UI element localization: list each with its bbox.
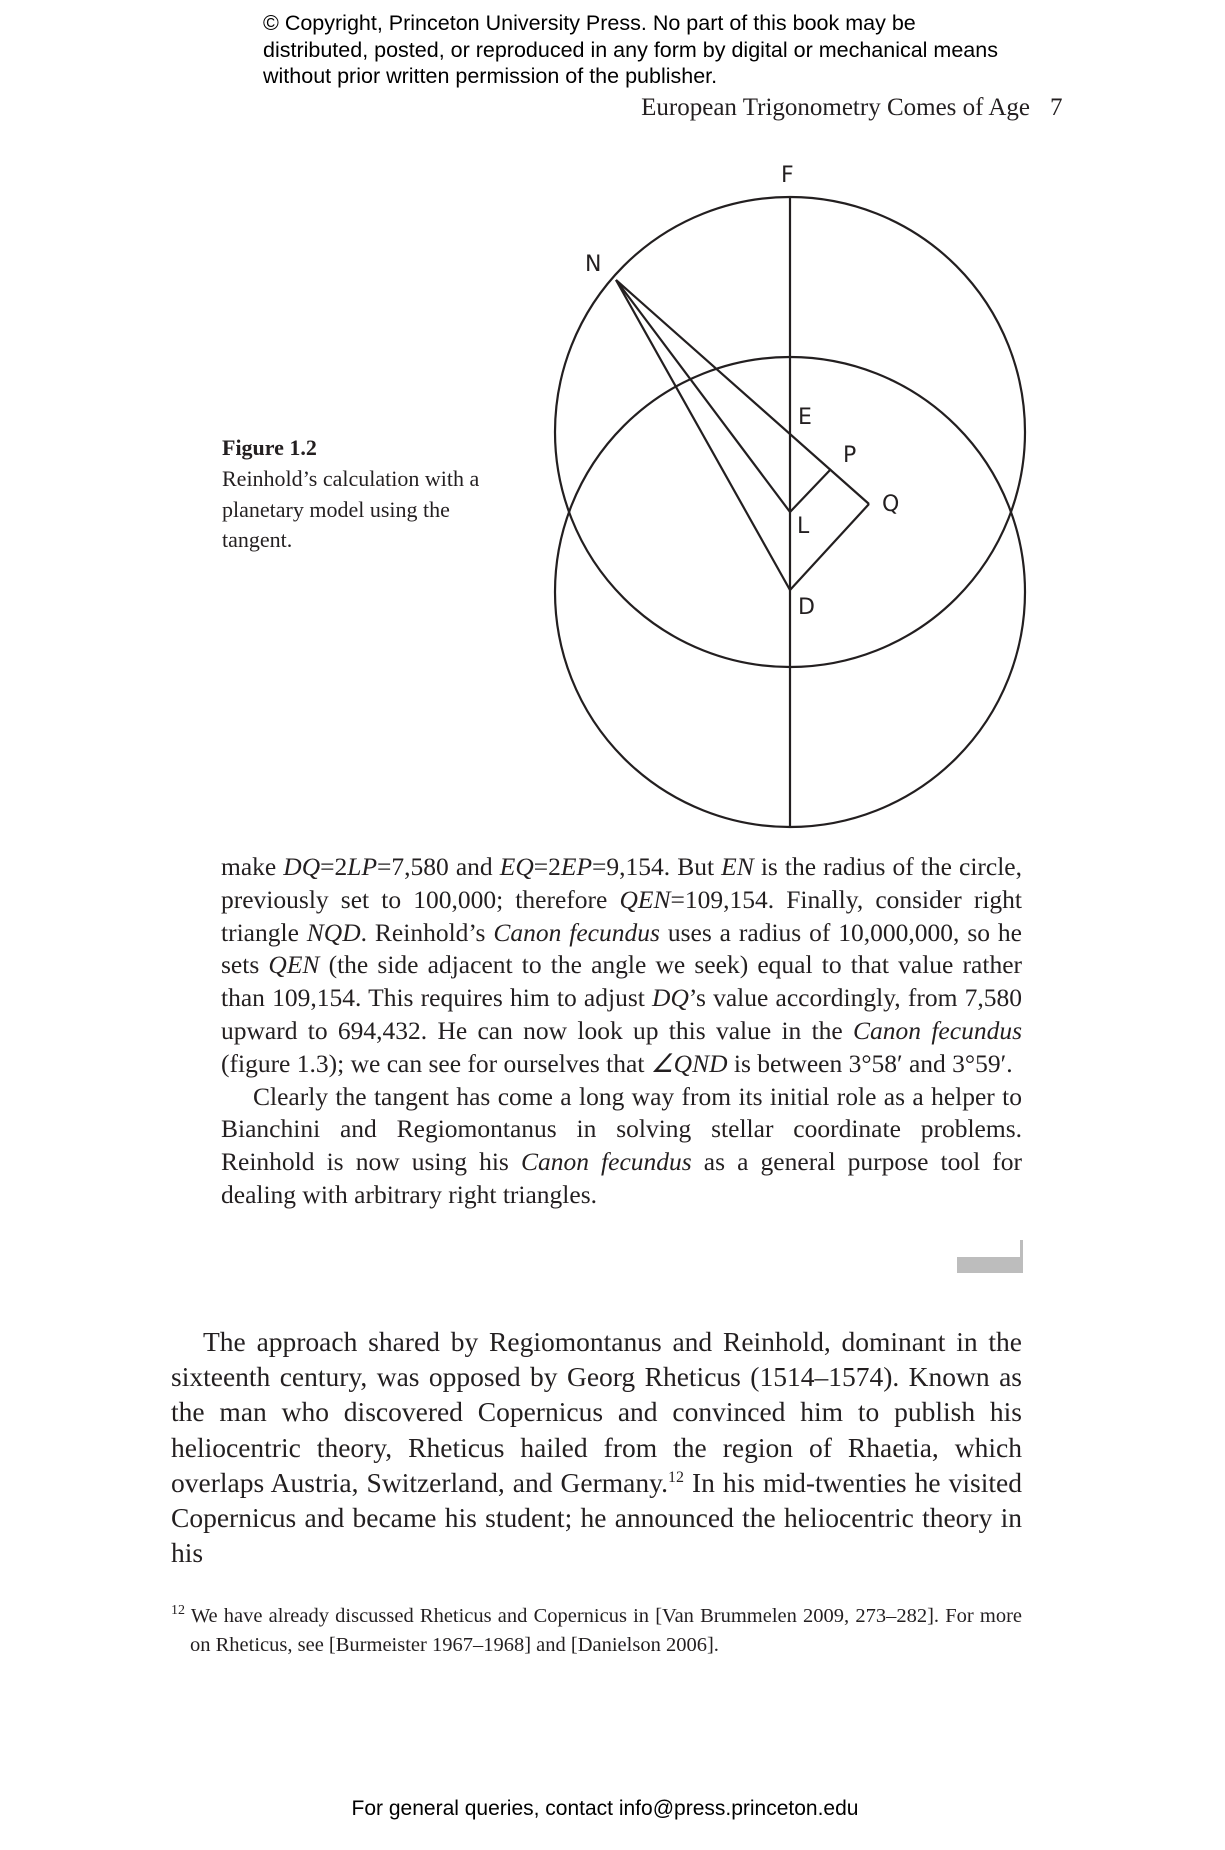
line-ND xyxy=(616,280,790,590)
label-Q: Q xyxy=(882,492,900,517)
footnote-reference[interactable]: 12 xyxy=(667,1468,684,1486)
planetary-model-diagram xyxy=(550,155,1040,835)
copyright-notice: © Copyright, Princeton University Press. No part of this book may be distributed, posted, or reproduced in any form by digital or mechanical means without prior written permission of the publisher. xyxy=(263,11,998,88)
label-L: L xyxy=(797,514,810,539)
figure-caption-label: Figure 1.2 xyxy=(222,435,317,460)
section-break-mark xyxy=(957,1257,1023,1273)
line-LP xyxy=(790,469,831,512)
label-F: F xyxy=(781,163,794,188)
figure-caption-text: Reinhold’s calculation with a planetary model using the tangent. xyxy=(222,466,480,552)
page-number: 7 xyxy=(1050,94,1063,121)
footnote xyxy=(171,1602,1022,1660)
footer-contact: For general queries, contact info@press.princeton.edu xyxy=(351,1797,859,1820)
paragraph-rheticus: The approach shared by Regiomontanus and Reinhold, dominant in the sixteenth century, was opposed by Georg Rheticus (1514–1574). Known as the man who discovered Copernicus and convinced him to publish his heliocentric theory, Rheticus hailed from the region of Rhaetia, which overlaps Austria, Switzerland, and Germany.$^{12}$ In his mid-twenties he visited Copernicus and became his student; he announced the heliocentric theory in his xyxy=(171,1326,1022,1569)
body-text-rheticus xyxy=(171,1324,1022,1570)
footnote-text: We have already discussed Rheticus and Copernicus in [Van Brummelen 2009, 273–282]. For more on Rheticus, see [Burmeister 1967–1968] and [Danielson 2006]. xyxy=(190,1605,1022,1656)
paragraph-tangent-summary: Clearly the tangent has come a long way from its initial role as a helper to Bianchini and Regiomontanus in solving stellar coordinate problems. Reinhold is now using his Canon fecundus as a general purpose tool for dealing with arbitrary right triangles. xyxy=(221,1081,1023,1209)
label-P: P xyxy=(843,443,857,468)
label-D: D xyxy=(798,595,815,620)
body-text-top xyxy=(221,851,1022,1212)
line-NL xyxy=(616,280,790,512)
running-head: European Trigonometry Comes of Age xyxy=(641,94,1030,121)
label-N: N xyxy=(585,252,602,277)
paragraph-continuation: make DQ=2LP=7,580 and EQ=2EP=9,154. But EN is the radius of the circle, previously set to 100,000; therefore QEN=109,154. Finally, consider right triangle NQD. Reinhold’s Canon fecundus uses a radius of 10,000,000, so he sets QEN (the side adjacent to the angle we seek) equal to that value rather than 109,154. This requires him to adjust DQ’s value accordingly, from 7,580 upward to 694,432. He can now look up this value in the Canon fecundus (figure 1.3); we can see for ourselves that ∠QND is between 3°58′ and 3°59′. xyxy=(221,852,1023,1078)
footnote-number: 12 xyxy=(171,1603,185,1619)
section-break-mark-tick xyxy=(1020,1240,1023,1262)
label-E: E xyxy=(798,405,812,430)
